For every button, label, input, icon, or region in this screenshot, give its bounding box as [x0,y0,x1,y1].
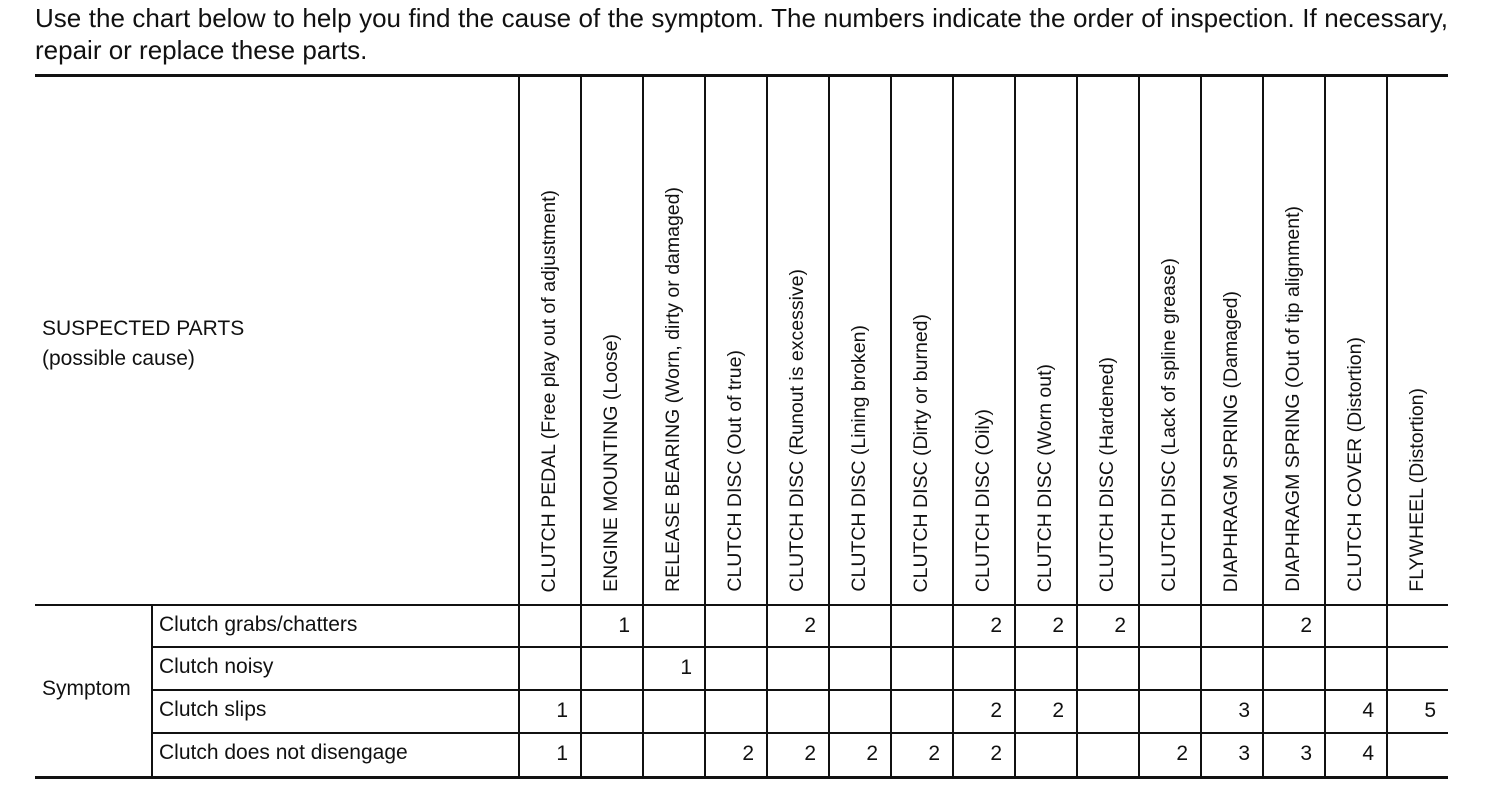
column-header-label: CLUTCH DISC (Oily) [972,408,994,592]
inspection-order-cell: 3 [1238,699,1250,722]
table-bottom-rule [35,776,1448,779]
column-divider [1324,77,1326,776]
column-header-label: CLUTCH DISC (Out of true) [724,350,746,592]
column-header [1324,77,1386,604]
symptom-group-label: Symptom [42,677,131,700]
column-divider [1076,77,1078,776]
column-header [1262,77,1324,604]
column-header-label: CLUTCH PEDAL (Free play out of adjustment) [538,189,560,592]
column-header-label: CLUTCH DISC (Lining broken) [848,325,870,592]
inspection-order-cell: 3 [1300,742,1312,765]
header-bottom-rule [35,604,1448,606]
column-divider [1386,77,1388,776]
suspected-parts-header [42,314,244,374]
inspection-order-cell: 2 [990,614,1002,637]
column-header [580,77,642,604]
column-header [642,77,704,604]
column-header-label: DIAPHRAGM SPRING (Out of tip alignment) [1282,206,1304,592]
column-header [518,77,580,604]
column-divider [1138,77,1140,776]
column-header-label: ENGINE MOUNTING (Loose) [600,334,622,592]
inspection-order-cell: 2 [1176,742,1188,765]
inspection-order-cell: 2 [742,742,754,765]
inspection-order-cell: 2 [1052,699,1064,722]
inspection-order-cell: 2 [1300,614,1312,637]
inspection-order-cell: 1 [618,614,630,637]
column-divider [952,77,954,776]
column-divider [890,77,892,776]
column-header [1138,77,1200,604]
inspection-order-cell: 5 [1424,699,1436,722]
inspection-order-cell: 2 [804,742,816,765]
column-header [766,77,828,604]
column-header [952,77,1014,604]
inspection-order-cell: 2 [866,742,878,765]
column-divider [1200,77,1202,776]
column-header [704,77,766,604]
column-header-label: RELEASE BEARING (Worn, dirty or damaged) [662,187,684,592]
column-divider [766,77,768,776]
inspection-order-cell: 1 [556,699,568,722]
suspected-parts-subtitle: (possible cause) [42,347,195,370]
column-divider [828,77,830,776]
symptom-row-label: Clutch noisy [159,655,274,678]
column-header [1076,77,1138,604]
column-divider [1014,77,1016,776]
inspection-order-cell: 1 [680,656,692,679]
inspection-order-cell: 2 [1114,614,1126,637]
column-header [890,77,952,604]
inspection-order-cell: 2 [990,742,1002,765]
inspection-order-cell: 2 [928,742,940,765]
inspection-order-cell: 2 [1052,614,1064,637]
suspected-parts-title: SUSPECTED PARTS [42,317,245,340]
column-header-label: CLUTCH DISC (Runout is excessive) [786,269,808,592]
inspection-order-cell: 4 [1362,742,1374,765]
symptom-row-label: Clutch grabs/chatters [159,613,358,636]
column-header-label: CLUTCH DISC (Worn out) [1034,363,1056,592]
symptom-row-label: Clutch does not disengage [159,741,408,764]
column-header-label: FLYWHEEL (Distortion) [1406,388,1428,592]
inspection-order-cell: 4 [1362,699,1374,722]
inspection-order-cell: 2 [990,699,1002,722]
symptom-row-label: Clutch slips [159,698,267,721]
column-header [1386,77,1448,604]
instructions-text: Use the chart below to help you find the cause of the symptom. The numbers indicate the order of inspection. If necessary, repair or replace these parts. [35,3,1448,65]
row-divider [151,689,1448,691]
row-divider [151,732,1448,734]
column-header [1014,77,1076,604]
row-divider [151,646,1448,648]
column-header-label: CLUTCH DISC (Dirty or burned) [910,313,932,592]
column-header [828,77,890,604]
column-header-label: DIAPHRAGM SPRING (Damaged) [1220,290,1242,592]
inspection-order-cell: 1 [556,742,568,765]
column-header-label: CLUTCH DISC (Hardened) [1096,356,1118,592]
column-divider [580,77,582,776]
inspection-order-cell: 3 [1238,742,1250,765]
column-divider [704,77,706,776]
column-header-label: CLUTCH COVER (Distortion) [1344,337,1366,592]
column-divider [518,77,520,776]
column-header [1200,77,1262,604]
inspection-order-cell: 2 [804,614,816,637]
column-header-label: CLUTCH DISC (Lack of spline grease) [1158,258,1180,592]
column-divider [1262,77,1264,776]
